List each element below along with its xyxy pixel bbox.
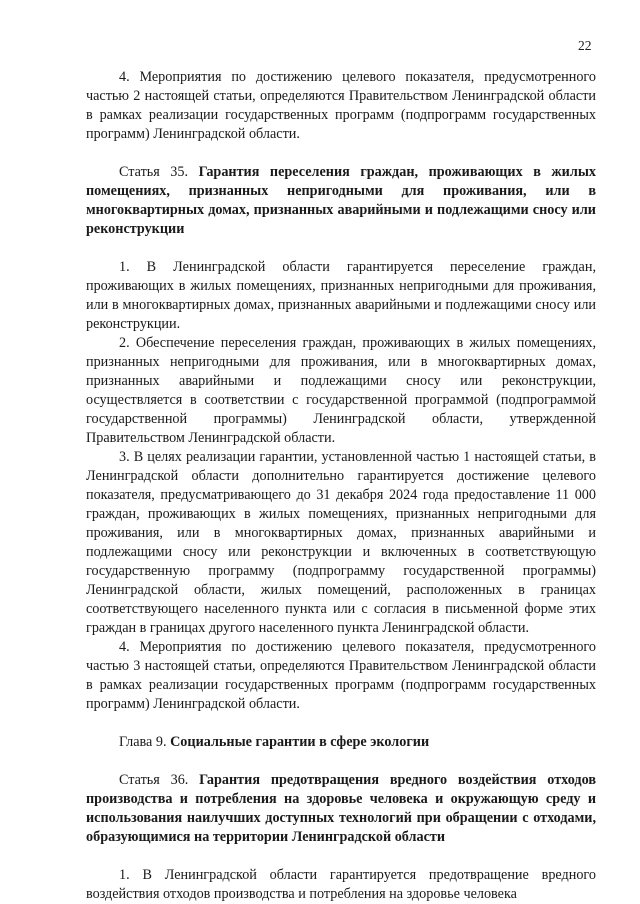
paragraph: 1. В Ленинградской области гарантируется предотвращение вредного воздействия отходов производства и потребления на здоровье человека bbox=[86, 867, 596, 902]
spacer bbox=[86, 847, 596, 866]
paragraph: 3. В целях реализации гарантии, установленной частью 1 настоящей статьи, в Ленинградской области дополнительно гарантируется достижение целевого показателя, предусматривающего до 31 декабря 2024 года предоставление 11 000 граждан, проживающих в жилых помещениях, признанных непригодными для проживания, или в многоквартирных домах, признанных аварийными и подлежащими сносу или реконструкции и включенных в соответствующую государственную программу (подпрограмму государственной программы) Ленинградской области, жилых помещений, расположенных в границах соответствующего населенного пункта или с согласия в письменной форме этих граждан в границах другого населенного пункта Ленинградской области. bbox=[86, 449, 596, 636]
article-heading bbox=[86, 771, 596, 847]
paragraph: 1. В Ленинградской области гарантируется переселение граждан, проживающих в жилых помещениях, признанных непригодными для проживания, или в многоквартирных домах, признанных аварийными и подлежащими сносу или реконструкции. bbox=[86, 259, 596, 332]
article-title: Гарантия переселения граждан, проживающих в жилых помещениях, признанных непригодными для проживания, или в многоквартирных домах, признанных аварийными и подлежащими сносу или реконструкции bbox=[86, 164, 596, 237]
paragraph: 4. Мероприятия по достижению целевого показателя, предусмотренного частью 3 настоящей статьи, определяются Правительством Ленинградской области в рамках реализации государственных программ (подпрограмм государственных программ) Ленинградской области. bbox=[86, 639, 596, 712]
article-number: Статья 36. bbox=[119, 772, 200, 788]
chapter-heading bbox=[86, 733, 596, 752]
paragraph: 2. Обеспечение переселения граждан, проживающих в жилых помещениях, признанных непригодными для проживания, или в многоквартирных домах, признанных аварийными и подлежащими сносу или реконструкции, осуществляется в соответствии с государственной программой (подпрограммой государственной программы) Ленинградской области, утвержденной Правительством Ленинградской области. bbox=[86, 335, 596, 446]
article-heading bbox=[86, 163, 596, 239]
spacer bbox=[86, 239, 596, 258]
article-title: Гарантия предотвращения вредного воздействия отходов производства и потребления на здоровье человека и окружающую среду и использования наилучших доступных технологий при обращении с отходами, образующимися на территории Ленинградской области bbox=[86, 772, 596, 845]
paragraph: 4. Мероприятия по достижению целевого показателя, предусмотренного частью 2 настоящей статьи, определяются Правительством Ленинградской области в рамках реализации государственных программ (подпрограмм государственных программ) Ленинградской области. bbox=[86, 69, 596, 142]
document-body bbox=[86, 68, 596, 904]
chapter-number: Глава 9. bbox=[119, 734, 171, 750]
spacer bbox=[86, 714, 596, 733]
page-number: 22 bbox=[578, 38, 592, 53]
chapter-title: Социальные гарантии в сфере экологии bbox=[170, 734, 430, 750]
spacer bbox=[86, 752, 596, 771]
article-number: Статья 35. bbox=[119, 164, 199, 180]
spacer bbox=[86, 144, 596, 163]
